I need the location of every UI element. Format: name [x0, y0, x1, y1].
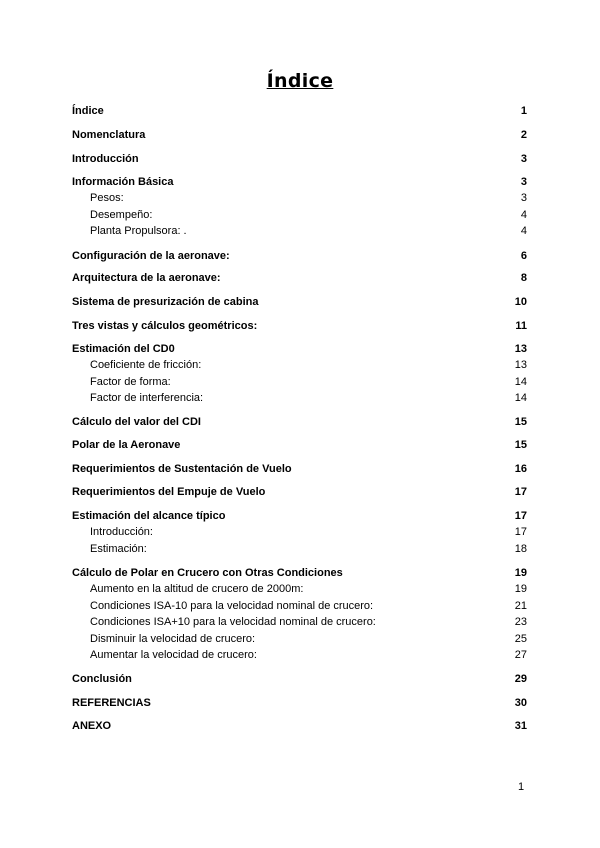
toc-entry-label: Introducción	[72, 153, 139, 165]
toc-entry[interactable]	[72, 391, 527, 405]
toc-entry-page: 31	[514, 720, 527, 732]
toc-entry-page: 23	[514, 616, 527, 628]
toc-entry-label: Polar de la Aeronave	[72, 439, 181, 451]
toc-entry-label: Disminuir la velocidad de crucero:	[90, 633, 256, 645]
toc-entry[interactable]	[72, 152, 527, 166]
toc-entry[interactable]	[72, 224, 527, 238]
toc-entry[interactable]	[72, 509, 527, 523]
toc-entry[interactable]	[72, 566, 527, 580]
toc-entry-label: Índice	[72, 105, 104, 117]
toc-entry-page: 15	[514, 439, 527, 451]
toc-entry-page: 4	[520, 225, 527, 237]
toc-entry-label: Conclusión	[72, 673, 132, 685]
toc-entry-label: Cálculo del valor del CDI	[72, 416, 201, 428]
toc-entry[interactable]	[72, 542, 527, 556]
toc-entry-page: 25	[514, 633, 527, 645]
toc-entry-page: 15	[514, 416, 527, 428]
toc-entry-label: Estimación del alcance típico	[72, 510, 226, 522]
toc-entry[interactable]	[72, 525, 527, 539]
toc-entry[interactable]	[72, 582, 527, 596]
toc-entry[interactable]	[72, 615, 527, 629]
toc-entry-label: Pesos:	[90, 192, 124, 204]
toc-entry-page: 27	[514, 649, 527, 661]
toc-entry-label: ANEXO	[72, 720, 112, 732]
toc-entry-page: 19	[514, 583, 527, 595]
toc-entry-page: 11	[515, 320, 527, 332]
toc-entry-page: 8	[520, 272, 527, 284]
toc-entry-page: 6	[520, 250, 527, 262]
toc-entry[interactable]	[72, 375, 527, 389]
toc-entry[interactable]	[72, 648, 527, 662]
toc-entry-label: Coeficiente de fricción:	[90, 359, 202, 371]
toc-entry-label: Requerimientos de Sustentación de Vuelo	[72, 463, 292, 475]
toc-entry-page: 29	[514, 673, 527, 685]
toc-entry-page: 18	[514, 543, 527, 555]
toc-entry[interactable]	[72, 175, 527, 189]
toc-entry[interactable]	[72, 696, 527, 710]
toc-entry[interactable]	[72, 358, 527, 372]
toc-entry-label: Aumento en la altitud de crucero de 2000m:	[90, 583, 304, 595]
toc-entry[interactable]	[72, 295, 527, 309]
toc-entry-label: Nomenclatura	[72, 129, 146, 141]
toc-entry[interactable]	[72, 415, 527, 429]
toc-entry-page: 3	[520, 192, 527, 204]
toc-entry-label: Planta Propulsora: .	[90, 225, 187, 237]
toc-entry-label: Condiciones ISA-10 para la velocidad nominal de crucero:	[90, 600, 374, 612]
toc-entry-label: Desempeño:	[90, 209, 153, 221]
toc-entry-page: 13	[514, 343, 527, 355]
toc-entry-page: 17	[514, 510, 527, 522]
toc-entry[interactable]	[72, 249, 527, 263]
toc-entry-page: 30	[514, 697, 527, 709]
toc-entry-label: Estimación:	[90, 543, 147, 555]
toc-entry-page: 17	[514, 526, 527, 538]
toc-entry-label: Información Básica	[72, 176, 174, 188]
page-number: 1	[518, 781, 525, 793]
toc-entry-label: Aumentar la velocidad de crucero:	[90, 649, 257, 661]
toc-entry[interactable]	[72, 342, 527, 356]
toc-entry-label: Configuración de la aeronave:	[72, 250, 230, 262]
toc-entry-page: 4	[520, 209, 527, 221]
page-title: Índice	[266, 70, 334, 92]
toc-entry[interactable]	[72, 104, 527, 118]
toc-entry-page: 17	[514, 486, 527, 498]
toc-entry[interactable]	[72, 485, 527, 499]
toc-entry-label: Introducción:	[90, 526, 153, 538]
toc-entry[interactable]	[72, 632, 527, 646]
toc-entry-page: 14	[514, 392, 527, 404]
toc-entry[interactable]	[72, 599, 527, 613]
toc-entry-page: 16	[514, 463, 527, 475]
toc-entry-page: 19	[514, 567, 527, 579]
toc-entry-label: Arquitectura de la aeronave:	[72, 272, 221, 284]
toc-entry-label: Estimación del CD0	[72, 343, 175, 355]
toc-entry[interactable]	[72, 462, 527, 476]
toc-entry[interactable]	[72, 319, 527, 333]
toc-entry-label: REFERENCIAS	[72, 697, 151, 709]
toc-entry[interactable]	[72, 438, 527, 452]
toc-entry[interactable]	[72, 672, 527, 686]
toc-entry-page: 10	[514, 296, 527, 308]
toc-entry[interactable]	[72, 208, 527, 222]
toc-entry-label: Factor de forma:	[90, 376, 171, 388]
toc-entry-label: Cálculo de Polar en Crucero con Otras Condiciones	[72, 567, 343, 579]
toc-entry[interactable]	[72, 271, 527, 285]
toc-entry-page: 3	[520, 176, 527, 188]
toc-entry-page: 13	[514, 359, 527, 371]
toc-entry-label: Condiciones ISA+10 para la velocidad nominal de crucero:	[90, 616, 376, 628]
toc-entry-page: 14	[514, 376, 527, 388]
toc-entry[interactable]	[72, 128, 527, 142]
toc-entry-page: 2	[520, 129, 527, 141]
toc-entry-page: 21	[514, 600, 527, 612]
toc-entry-label: Sistema de presurización de cabina	[72, 296, 259, 308]
toc-entry[interactable]	[72, 719, 527, 733]
toc-entry-page: 3	[520, 153, 527, 165]
toc-entry-label: Requerimientos del Empuje de Vuelo	[72, 486, 266, 498]
toc-entry-label: Factor de interferencia:	[90, 392, 204, 404]
toc-entry[interactable]	[72, 191, 527, 205]
toc-entry-label: Tres vistas y cálculos geométricos:	[72, 320, 258, 332]
toc-entry-page: 1	[520, 105, 527, 117]
